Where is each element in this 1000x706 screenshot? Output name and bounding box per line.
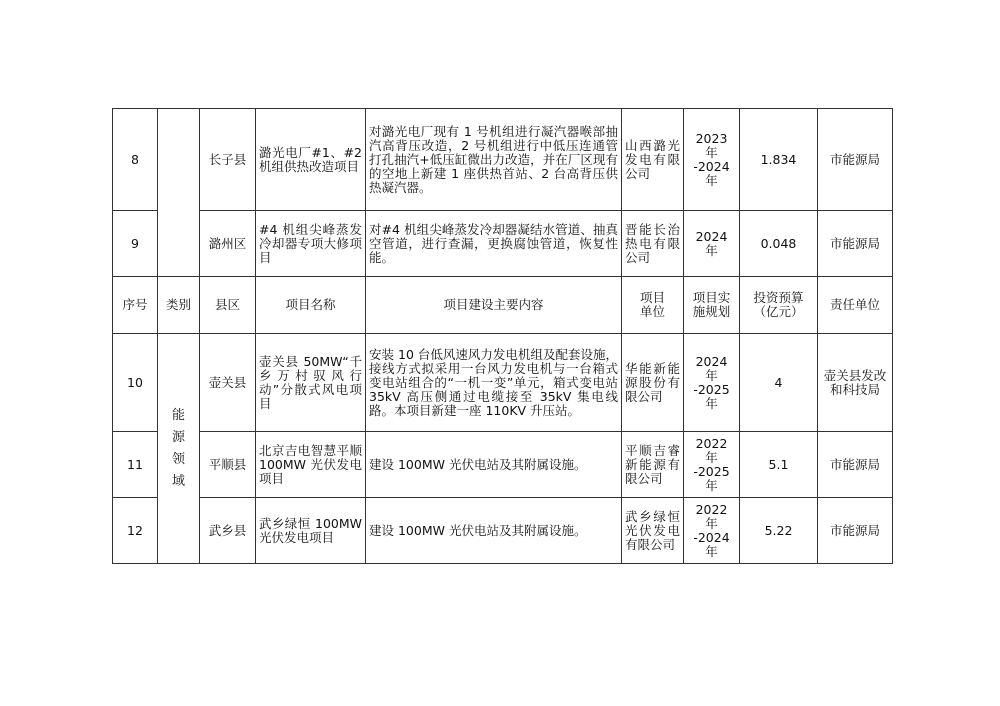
header-county: 县区: [200, 277, 256, 334]
table-header-row: [113, 277, 893, 334]
content-cell: 对#4 机组尖峰蒸发冷却器凝结水管道、抽真空管道，进行查漏，更换腐蚀管道，恢复性能。: [366, 211, 622, 277]
plan-cell: 2024 年: [684, 211, 740, 277]
plan-cell: 2022 年 -2025 年: [684, 432, 740, 498]
project-name-cell: 壶关县 50MW“千乡万村驭风行动”分散式风电项目: [256, 334, 366, 432]
category-label: 能源领域: [171, 407, 185, 489]
table-row: [113, 498, 893, 564]
county-cell: 壶关县: [200, 334, 256, 432]
responsible-cell: 市能源局: [818, 498, 893, 564]
table-row: [113, 432, 893, 498]
content-cell: 建设 100MW 光伏电站及其附属设施。: [366, 432, 622, 498]
header-name: 项目名称: [256, 277, 366, 334]
responsible-cell: 市能源局: [818, 211, 893, 277]
header-responsible: 责任单位: [818, 277, 893, 334]
county-cell: 武乡县: [200, 498, 256, 564]
unit-cell: 晋能长治热电有限公司: [622, 211, 684, 277]
budget-cell: 1.834: [740, 109, 818, 211]
project-name-cell: 武乡绿恒 100MW 光伏发电项目: [256, 498, 366, 564]
content-cell: 安装 10 台低风速风力发电机组及配套设施，接线方式拟采用一台风力发电机与一台箱式变电站组合的“一机一变”单元，箱式变电站 35kV 高压侧通过电缆接至 35kV 集电线路。本项目新建一座 110KV 升压站。: [366, 334, 622, 432]
county-cell: 长子县: [200, 109, 256, 211]
header-content: 项目建设主要内容: [366, 277, 622, 334]
category-cell-empty: [158, 109, 200, 277]
budget-cell: 4: [740, 334, 818, 432]
table-row: [113, 334, 893, 432]
budget-cell: 0.048: [740, 211, 818, 277]
project-name-cell: 潞光电厂#1、#2 机组供热改造项目: [256, 109, 366, 211]
unit-cell: 平顺吉睿新能源有限公司: [622, 432, 684, 498]
seq-cell: 9: [113, 211, 158, 277]
unit-cell: 武乡绿恒光伏发电有限公司: [622, 498, 684, 564]
table-row: [113, 109, 893, 211]
unit-cell: 山西潞光发电有限公司: [622, 109, 684, 211]
project-name-cell: 北京吉电智慧平顺 100MW 光伏发电项目: [256, 432, 366, 498]
project-table: [112, 108, 893, 564]
header-category: 类别: [158, 277, 200, 334]
category-cell: [158, 334, 200, 564]
seq-cell: 10: [113, 334, 158, 432]
responsible-cell: 市能源局: [818, 432, 893, 498]
county-cell: 平顺县: [200, 432, 256, 498]
responsible-cell: 壶关县发改和科技局: [818, 334, 893, 432]
plan-cell: 2023 年 -2024 年: [684, 109, 740, 211]
content-cell: 对潞光电厂现有 1 号机组进行凝汽器喉部抽汽高背压改造，2 号机组进行中低压连通管打孔抽汽+低压缸微出力改造，并在厂区现有的空地上新建 1 座供热首站、2 台高背压供热凝汽器。: [366, 109, 622, 211]
content-cell: 建设 100MW 光伏电站及其附属设施。: [366, 498, 622, 564]
county-cell: 潞州区: [200, 211, 256, 277]
plan-cell: 2024 年 -2025 年: [684, 334, 740, 432]
project-name-cell: #4 机组尖峰蒸发冷却器专项大修项目: [256, 211, 366, 277]
seq-cell: 12: [113, 498, 158, 564]
table-row: [113, 211, 893, 277]
budget-cell: 5.22: [740, 498, 818, 564]
seq-cell: 8: [113, 109, 158, 211]
plan-cell: 2022 年 -2024 年: [684, 498, 740, 564]
unit-cell: 华能新能源股份有限公司: [622, 334, 684, 432]
seq-cell: 11: [113, 432, 158, 498]
header-seq: 序号: [113, 277, 158, 334]
header-budget: 投资预算 （亿元）: [740, 277, 818, 334]
header-plan: 项目实 施规划: [684, 277, 740, 334]
header-unit: 项目 单位: [622, 277, 684, 334]
budget-cell: 5.1: [740, 432, 818, 498]
responsible-cell: 市能源局: [818, 109, 893, 211]
